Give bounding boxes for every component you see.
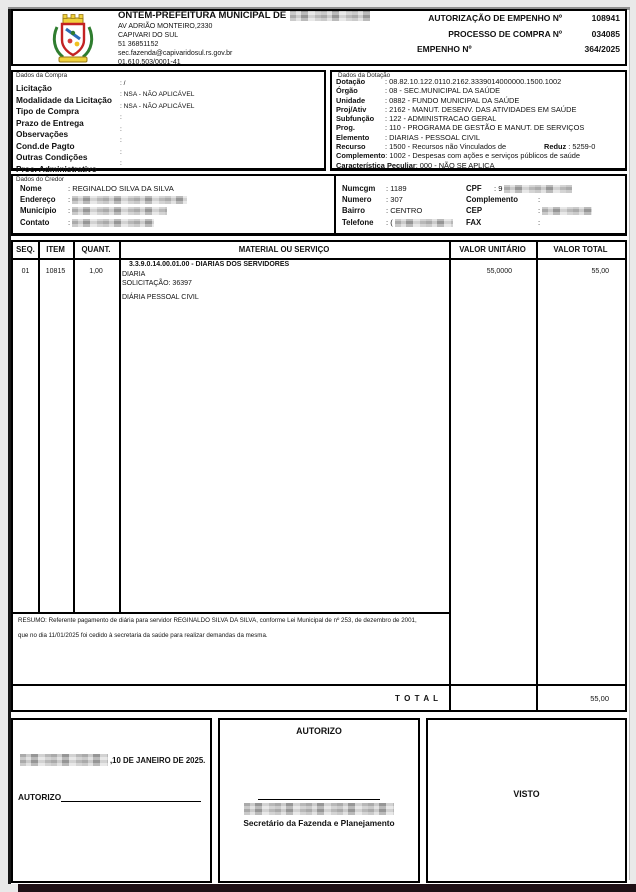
purchase-process-number-row xyxy=(395,29,620,45)
field-value: : xyxy=(120,160,122,168)
row-contato xyxy=(20,218,320,229)
field-label: Licitação xyxy=(16,83,52,93)
col-header-item: ITEM xyxy=(46,245,65,254)
field-label: Bairro xyxy=(342,206,365,216)
field-value: : / xyxy=(120,79,126,87)
reduz-value: : 5259-0 xyxy=(566,142,596,152)
column-divider xyxy=(449,242,451,710)
field-label: Contato xyxy=(20,217,50,227)
row-cpf xyxy=(466,184,624,195)
redacted-address xyxy=(72,196,187,204)
redacted-city xyxy=(72,207,167,215)
field-value: : xyxy=(120,148,122,156)
redacted-phone xyxy=(395,219,453,227)
field-label: Cond.de Pagto xyxy=(16,140,75,151)
item-seq: 01 xyxy=(21,268,30,275)
field-label: Unidade xyxy=(336,95,366,105)
row-proc-administrativo xyxy=(16,159,316,174)
field-label: Elemento xyxy=(336,132,370,142)
item-solicitation: SOLICITAÇÃO: 36397 xyxy=(122,280,192,287)
org-city: CAPIVARI DO SUL xyxy=(118,32,179,39)
authorization-number-value: 108941 xyxy=(591,13,620,23)
field-label: Órgão xyxy=(336,86,358,96)
field-value: : 122 - ADMINISTRACAO GERAL xyxy=(385,114,497,124)
autorizo-center-label: AUTORIZO xyxy=(296,726,342,736)
col-header-material: MATERIAL OU SERVIÇO xyxy=(238,245,330,254)
org-identification xyxy=(118,10,400,67)
field-label: Proc. Administrativo xyxy=(16,163,97,174)
field-value: : xyxy=(68,195,71,205)
field-label: Complemento xyxy=(336,151,386,161)
redacted-contact xyxy=(72,219,154,227)
empenho-number-value: 364/2025 xyxy=(584,44,620,54)
field-value: : 000 - NÃO SE APLICA xyxy=(415,160,495,170)
row-prazo-entrega xyxy=(16,113,316,128)
column-divider xyxy=(536,242,538,710)
row-licitacao xyxy=(16,78,316,93)
total-row-divider xyxy=(13,684,625,686)
field-label: Município xyxy=(20,206,57,216)
creditor-middle-column xyxy=(342,184,464,229)
purchase-data-rows xyxy=(16,78,316,174)
field-value: : 9 xyxy=(494,184,503,193)
resumo-text-line2: que no dia 11/01/2025 foi cedido à secretaria da saúde para realizar demandas da mesma. xyxy=(18,632,268,639)
resumo-row-divider xyxy=(13,612,449,614)
field-value: : xyxy=(68,206,71,216)
field-value: : 1002 - Despesas com ações e serviços públicos de saúde xyxy=(385,151,581,161)
signature-line xyxy=(258,799,380,800)
row-outras-condicoes xyxy=(16,147,316,163)
redacted-cep xyxy=(542,207,592,215)
scan-edge-bottom xyxy=(18,884,636,892)
items-table xyxy=(11,240,627,712)
field-label: Telefone xyxy=(342,217,374,227)
field-value: : 307 xyxy=(386,195,403,205)
creditor-left-column xyxy=(20,184,320,229)
field-value: : xyxy=(538,206,541,216)
row-cep xyxy=(466,206,624,217)
autorizo-left-label: AUTORIZO xyxy=(18,792,62,802)
field-label: Proj/Ativ xyxy=(336,104,367,114)
reduz-label: Reduz xyxy=(544,142,567,152)
authorization-number-row xyxy=(395,13,620,29)
field-value: : 0882 - FUNDO MUNICIPAL DA SAÚDE xyxy=(385,95,520,105)
field-value: : xyxy=(538,217,541,227)
field-label: Característica Peculiar xyxy=(336,160,416,170)
visto-label: VISTO xyxy=(513,789,540,799)
creditor-box-divider xyxy=(334,176,336,234)
scan-edge-right xyxy=(629,10,630,880)
field-label: Complemento xyxy=(466,195,518,205)
item-code: 10815 xyxy=(45,268,66,275)
row-numcgm xyxy=(342,184,464,195)
row-municipio xyxy=(20,206,320,217)
item-total-value: 55,00 xyxy=(591,268,609,275)
row-fax xyxy=(466,218,624,229)
row-unidade xyxy=(336,96,626,105)
org-address-lines xyxy=(118,22,400,67)
row-bairro xyxy=(342,206,464,217)
municipal-coat-of-arms-icon xyxy=(50,11,96,63)
field-value: : xyxy=(120,114,122,122)
creditor-right-column xyxy=(466,184,624,229)
field-label: Nome xyxy=(20,184,42,193)
budget-data-title: Dados da Dotação xyxy=(338,72,391,79)
row-elemento xyxy=(336,133,626,142)
item-unit-value: 55,0000 xyxy=(486,268,512,275)
secretary-signature-box xyxy=(218,718,420,883)
purchase-process-number-label: PROCESSO DE COMPRA Nº xyxy=(448,28,562,39)
redacted-municipality-name xyxy=(290,11,370,21)
redacted-signature-city xyxy=(20,754,108,766)
column-divider xyxy=(73,242,75,612)
resumo-text-line1: RESUMO: Referente pagamento de diária para servidor REGINALDO SILVA DA SILVA, conforme Lei Municipal de nº 253, de dezembro de 2001, xyxy=(18,617,417,624)
col-header-quant: QUANT. xyxy=(81,245,111,254)
row-nome xyxy=(20,184,320,195)
field-label: Numero xyxy=(342,195,372,205)
field-value: : 08 - SEC.MUNICIPAL DA SAÚDE xyxy=(385,86,500,96)
field-label: Prazo de Entrega xyxy=(16,117,84,128)
row-complemento-credor xyxy=(466,195,624,206)
creditor-data-title: Dados do Credor xyxy=(16,176,64,183)
row-caracteristica-peculiar xyxy=(336,161,626,170)
field-label: CPF xyxy=(466,184,482,193)
row-observacoes xyxy=(16,124,316,140)
authorization-number-label: AUTORIZAÇÃO DE EMPENHO Nº xyxy=(428,13,562,23)
redacted-cpf xyxy=(504,185,572,193)
row-telefone xyxy=(342,218,464,229)
row-numero xyxy=(342,195,464,206)
header-row-divider xyxy=(13,258,625,260)
autorizo-signature-line xyxy=(18,792,201,802)
field-label: Tipo de Compra xyxy=(16,106,80,117)
org-email: sec.fazenda@capivaridosul.rs.gov.br xyxy=(118,50,233,57)
item-budget-classification: 3.3.9.0.14.00.01.00 - DIARIAS DOS SERVIDORES xyxy=(129,261,290,268)
field-label: Subfunção xyxy=(336,114,375,124)
field-label: Endereço xyxy=(20,195,56,205)
field-value: : REGINALDO SILVA DA SILVA xyxy=(68,184,174,193)
org-address: AV ADRIÃO MONTEIRO,2330 xyxy=(118,23,213,30)
item-quantity: 1,00 xyxy=(89,268,103,275)
budget-data-rows xyxy=(336,77,626,170)
org-name-line xyxy=(118,10,400,21)
row-orgao xyxy=(336,86,626,95)
org-cnpj: 01.610.503/0001-41 xyxy=(118,59,181,66)
field-label: Numcgm xyxy=(342,184,376,193)
field-value: : xyxy=(68,217,71,227)
col-header-valor-unitario: VALOR UNITÁRIO xyxy=(459,245,526,254)
row-subfuncao xyxy=(336,114,626,123)
purchase-data-title: Dados da Compra xyxy=(16,72,68,79)
field-value: : ( xyxy=(386,217,393,227)
col-header-seq: SEQ. xyxy=(16,245,35,254)
row-proj-ativ xyxy=(336,105,626,114)
document-numbers xyxy=(395,13,620,60)
row-programa xyxy=(336,123,626,132)
total-value: 55,00 xyxy=(590,694,609,703)
column-divider xyxy=(119,242,121,612)
field-value: : NSA - NÃO APLICÁVEL xyxy=(120,91,195,99)
field-value: : DIARIAS - PESSOAL CIVIL xyxy=(385,132,481,142)
org-phone: 51 36851152 xyxy=(118,41,159,48)
signature-line xyxy=(61,792,201,802)
row-tipo-compra xyxy=(16,101,316,117)
field-label: FAX xyxy=(466,217,482,227)
field-value: : 08.82.10.122.0110.2162.3339014000000.1500.1002 xyxy=(385,77,562,86)
row-complemento xyxy=(336,151,626,160)
field-value: : xyxy=(120,137,122,145)
secretary-title: Secretário da Fazenda e Planejamento xyxy=(243,818,395,828)
row-cond-pagto xyxy=(16,136,316,151)
purchase-process-number-value: 034085 xyxy=(591,28,620,39)
field-label: Recurso xyxy=(336,142,366,152)
field-value: : CENTRO xyxy=(386,206,423,216)
field-value: : NSA - NÃO APLICÁVEL xyxy=(120,102,195,110)
reduz-field xyxy=(544,142,595,151)
field-label: CEP xyxy=(466,206,483,216)
field-label: Observações xyxy=(16,129,69,140)
field-label: Modalidade da Licitação xyxy=(16,94,112,105)
field-value: : 2162 - MANUT. DESENV. DAS ATIVIDADES EM SAÚDE xyxy=(385,104,577,114)
date-line xyxy=(20,754,208,766)
empenho-number-label: EMPENHO Nº xyxy=(417,44,472,54)
field-label: Prog. xyxy=(336,123,355,133)
date-text: ,10 DE JANEIRO DE 2025. xyxy=(110,755,206,765)
item-description: DIARIA xyxy=(122,271,146,278)
redacted-secretary-name xyxy=(244,803,394,815)
field-value: : xyxy=(120,125,122,133)
org-name: ONTEM-PREFEITURA MUNICIPAL DE xyxy=(118,10,287,21)
empenho-number-row xyxy=(395,44,620,60)
visto-box xyxy=(426,718,627,883)
row-endereco xyxy=(20,195,320,206)
row-recurso xyxy=(336,142,626,151)
field-value: : 1189 xyxy=(386,184,407,193)
row-modalidade xyxy=(16,90,316,105)
row-dotacao xyxy=(336,77,626,86)
field-label: Dotação xyxy=(336,77,366,86)
item-description-detail: DIÁRIA PESSOAL CIVIL xyxy=(122,294,199,301)
column-divider xyxy=(38,242,40,612)
field-value: : 110 - PROGRAMA DE GESTÃO E MANUT. DE SERVIÇOS xyxy=(385,123,585,133)
total-label: T O T A L xyxy=(395,694,439,703)
field-value: : xyxy=(538,195,541,205)
field-value: : 1500 - Recursos não Vinculados de xyxy=(385,142,507,152)
col-header-valor-total: VALOR TOTAL xyxy=(553,245,608,254)
field-label: Outras Condições xyxy=(16,152,88,163)
